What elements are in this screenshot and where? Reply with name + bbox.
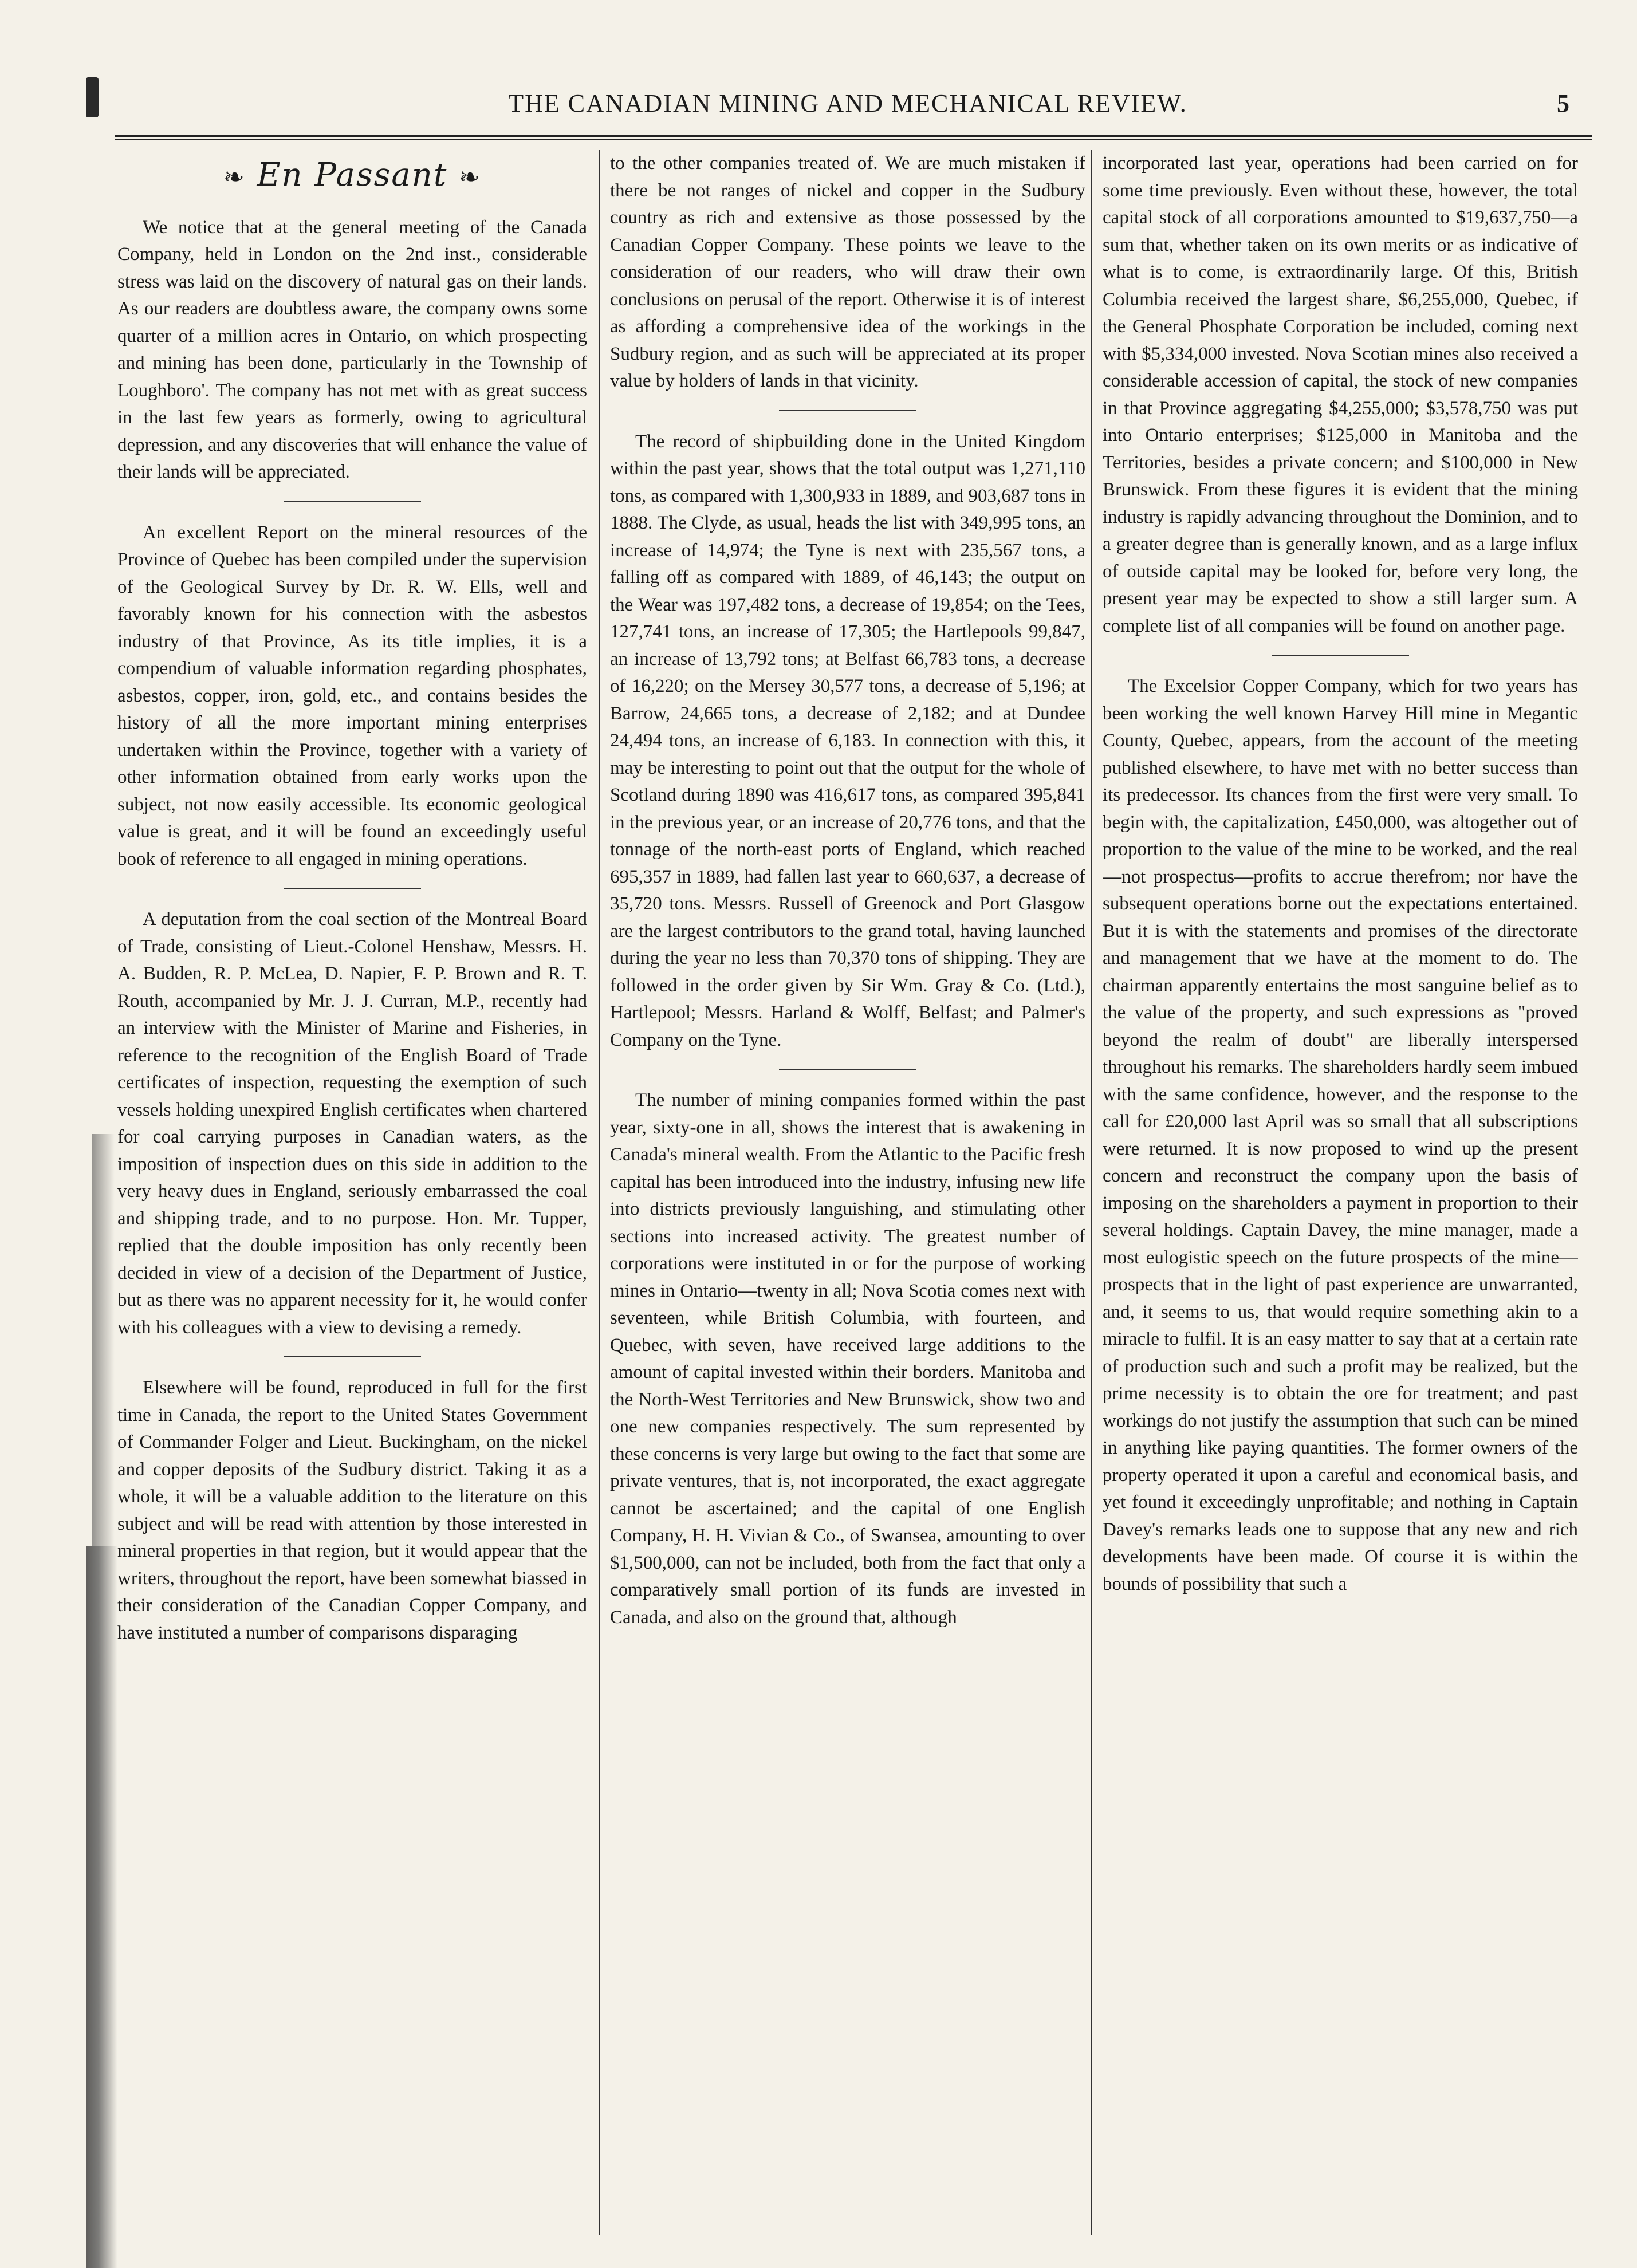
article-divider	[779, 1069, 916, 1070]
article-paragraph: An excellent Report on the mineral resources of the Province of Quebec has been compiled under the supervision of the Geological Survey by Dr. R. W. Ells, well and favorably known for his connection with the asbestos industry of that Province, As its title implies, it is a compendium of valuable information regarding phosphates, asbestos, copper, iron, gold, etc., and contains besides the history of all the more important mining enterprises undertaken within the Province, together with a variety of other information obtained from early works upon the subject, not now easily accessible. Its economic geological value is great, and it will be found an exceedingly useful book of reference to all engaged in mining operations.	[117, 522, 587, 869]
corner-smudge	[86, 77, 99, 117]
article-divider	[284, 1356, 421, 1357]
article-divider	[1272, 655, 1409, 656]
section-title-text: En Passant	[257, 156, 448, 194]
article-paragraph-continued: to the other companies treated of. We are much mistaken if there be not ranges of nickel and copper in the Sudbury country as rich and extensive as those possessed by the Canadian Copper Company. These points we leave to the consideration of our readers, who will draw their own conclusions on perusal of the report. Otherwise it is of interest as affording a comprehensive idea of the workings in the Sudbury region, and as such will be appreciated at its proper value by holders of lands in that vicinity.	[610, 153, 1085, 391]
column-2	[610, 150, 1085, 2235]
article-divider	[284, 888, 421, 889]
header-rule	[115, 135, 1592, 140]
column-rule-2	[1091, 150, 1092, 2235]
ornament-left-icon: ❧	[223, 163, 246, 192]
page-number: 5	[1557, 89, 1569, 117]
column-3	[1103, 150, 1578, 2235]
binding-shadow	[92, 1134, 115, 1546]
article-paragraph-continued: incorporated last year, operations had been carried on for some time previously. Even without these, however, the total capital stock of all corporations amounted to $19,637,750—a sum that, whether taken on its own merits or as indicative of what is to come, is extraordinarily large. Of this, British Columbia received the largest share, $6,255,000, Quebec, if the General Phosphate Corporation be included, coming next with $5,334,000 invested. Nova Scotian mines also received a considerable accession of capital, the stock of new companies in that Province aggregating $4,255,000; $3,578,750 was put into Ontario enterprises; $125,000 in Manitoba and the Territories, besides a private concern; and $100,000 in New Brunswick. From these figures it is evident that the mining industry is rapidly advancing throughout the Dominion, and to a greater degree than is generally known, and as a large influx of outside capital may be looked for, before very long, the present year may be expected to show a still larger sum. A complete list of all companies will be found on another page.	[1103, 153, 1578, 636]
binding-shadow-dark	[86, 1546, 117, 2268]
article-paragraph: The number of mining companies formed within the past year, sixty-one in all, shows the interest that is awakening in Canada's mineral wealth. From the Atlantic to the Pacific fresh capital has been introduced into the industry, infusing new life into districts previously languishing, and stimulating other sections into increased activity. The greatest number of corporations were instituted in or for the purpose of working mines in Ontario—twenty in all; Nova Scotia comes next with seventeen, while British Columbia, with fourteen, and Quebec, with seven, have received large additions to the amount of capital invested within their borders. Manitoba and the North-West Territories and New Brunswick, show two and one new companies respectively. The sum represented by these concerns is very large but owing to the fact that some are private ventures, that is, not incorporated, the exact aggregate cannot be ascertained; and the capital of one English Company, H. H. Vivian & Co., of Swansea, amounting to over $1,500,000, can not be included, both from the fact that only a comparatively small portion of its funds are invested in Canada, and also on the ground that, although	[610, 1090, 1085, 1628]
article-divider	[779, 410, 916, 411]
article-divider	[284, 501, 421, 502]
section-title	[117, 156, 587, 194]
article-paragraph: The Excelsior Copper Company, which for two years has been working the well known Harvey Hill mine in Megantic County, Quebec, appears, from the account of the meeting published elsewhere, to have met with no better success than its predecessor. Its chances from the first were very small. To begin with, the capitalization, £450,000, was altogether out of proportion to the value of the mine to be worked, and the real—not prospectus—profits to accrue therefrom; nor have the subsequent operations borne out the expectations entertained. But it is with the statements and promises of the directorate and management that we have at the moment to do. The chairman apparently entertains the most sanguine belief as to the value of the property, and such expressions as "proved beyond the realm of doubt" are liberally interspersed throughout his remarks. The shareholders hardly seem imbued with the same confidence, however, and the response to the call for £20,000 last April was so small that all subscriptions were returned. It is now proposed to wind up the present concern and reconstruct the company upon the basis of imposing on the shareholders a payment in proportion to their several holdings. Captain Davey, the mine manager, made a most eulogistic speech on the future prospects of the mine—prospects that in the light of past experience are unwarranted, and, it seems to us, that would require something akin to a miracle to fulfil. It is an easy matter to say that at a certain rate of production such and such a profit may be realized, but the prime necessity is to obtain the ore for treatment; and past workings do not justify the assumption that such can be mined in anything like paying quantities. The former owners of the property operated it upon a careful and economical basis, and yet found it exceedingly unprofitable; and nothing in Captain Davey's remarks leads one to suppose that any new and rich developments have been made. Of course it is within the bounds of possibility that such a	[1103, 676, 1578, 1594]
article-paragraph: A deputation from the coal section of the Montreal Board of Trade, consisting of Lieut.-Colonel Henshaw, Messrs. H. A. Budden, R. P. McLea, D. Napier, F. P. Brown and R. T. Routh, accompanied by Mr. J. J. Curran, M.P., recently had an interview with the Minister of Marine and Fisheries, in reference to the recognition of the English Board of Trade certificates of inspection, requesting the exemption of such vessels holding unexpired English certificates when chartered for coal carrying purposes in Canadian waters, as the imposition of inspection dues on this side in addition to the very heavy dues in England, seriously embarrassed the coal and shipping trade, and to no purpose. Hon. Mr. Tupper, replied that the double imposition has only recently been decided in view of a decision of the Department of Justice, but as there was no apparent necessity for it, he would confer with his colleagues with a view to devising a remedy.	[117, 909, 587, 1338]
page-header	[115, 89, 1581, 123]
column-1	[117, 150, 587, 2235]
article-paragraph: Elsewhere will be found, reproduced in full for the first time in Canada, the report to the United States Government of Commander Folger and Lieut. Buckingham, on the nickel and copper deposits of the Sudbury district. Taking it as a whole, it will be a valuable addition to the literature on this subject and will be read with attention by those interested in mineral properties in that region, but it would appear that the writers, throughout the report, have been somewhat biassed in their consideration of the Canadian Copper Company, and have instituted a number of comparisons disparaging	[117, 1377, 587, 1643]
ornament-right-icon: ❧	[459, 163, 482, 192]
publication-title: THE CANADIAN MINING AND MECHANICAL REVIEW.	[508, 89, 1187, 117]
article-paragraph: We notice that at the general meeting of the Canada Company, held in London on the 2nd inst., considerable stress was laid on the discovery of natural gas on their lands. As our readers are doubtless aware, the company owns some quarter of a million acres in Ontario, on which prospecting and mining has been done, particularly in the Township of Loughboro'. The company has not met with as great success in the last few years as formerly, owing to agricultural depression, and any discoveries that will enhance the value of their lands will be appreciated.	[117, 216, 587, 482]
article-paragraph: The record of shipbuilding done in the United Kingdom within the past year, shows that the total output was 1,271,110 tons, as compared with 1,300,933 in 1889, and 903,687 tons in 1888. The Clyde, as usual, heads the list with 349,995 tons, an increase of 14,974; the Tyne is next with 235,567 tons, a falling off as compared with 1889, of 46,143; the output on the Wear was 197,482 tons, a decrease of 19,854; on the Tees, 127,741 tons, an increase of 17,305; the Hartlepools 99,847, an increase of 13,792 tons; at Belfast 66,783 tons, a decrease of 16,220; on the Mersey 30,577 tons, a decrease of 5,196; at Barrow, 24,665 tons, a decrease of 2,182; and at Dundee 24,494 tons, an increase of 6,183. In connection with this, it may be interesting to point out that the output for the whole of Scotland during 1890 was 416,617 tons, as compared 395,841 in the previous year, or an increase of 20,776 tons, and that the tonnage of the north-east ports of England, which reached 695,357 in 1889, had fallen last year to 660,637, a decrease of 35,720 tons. Messrs. Russell of Greenock and Port Glasgow are the largest contributors to the grand total, having launched during the year no less than 70,370 tons of shipping. They are followed in the order given by Sir Wm. Gray & Co. (Ltd.), Hartlepool; Messrs. Harland & Wolff, Belfast; and Palmer's Company on the Tyne.	[610, 431, 1085, 1050]
column-rule-1	[599, 150, 600, 2235]
